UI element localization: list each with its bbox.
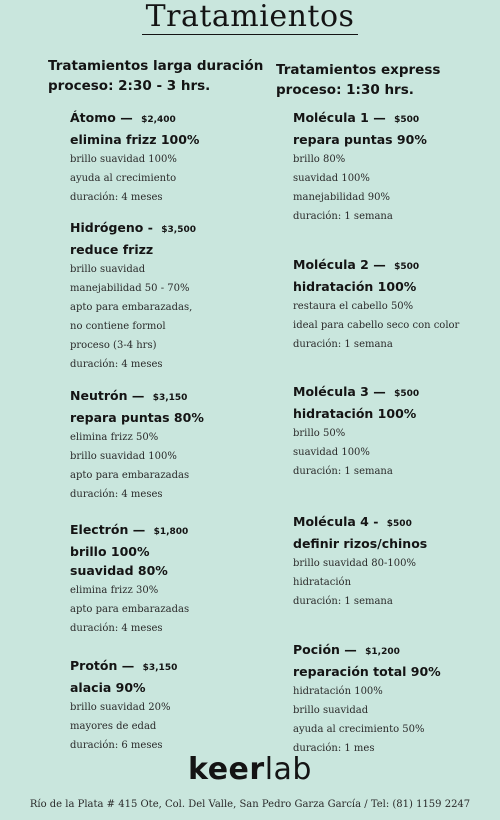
page-title-text: Tratamientos — [142, 0, 359, 35]
treatment-name: Molécula 3 — [293, 384, 369, 399]
treatment-detail: no contiene formol — [70, 321, 166, 332]
treatment-detail: elimina frizz 30% — [70, 585, 159, 596]
brand-logo — [0, 752, 500, 788]
left-treatment-3 — [70, 386, 204, 504]
treatment-name-line — [70, 108, 199, 130]
treatment-benefit: repara puntas 80% — [70, 410, 204, 425]
treatment-detail: duración: 4 meses — [70, 489, 163, 500]
treatment-details — [293, 554, 427, 611]
treatment-detail: apto para embarazadas, — [70, 302, 193, 313]
treatment-price: $500 — [394, 115, 420, 125]
logo-bold-text: keer — [188, 752, 265, 787]
right-treatment-5 — [293, 640, 441, 758]
treatment-name-line — [293, 108, 427, 130]
treatment-detail: ayuda al crecimiento 50% — [293, 724, 425, 735]
treatment-detail: duración: 4 meses — [70, 359, 163, 370]
treatment-name: Protón — [70, 658, 118, 673]
treatment-price: $3,150 — [152, 393, 188, 403]
long-duration-heading: Tratamientos larga duración proceso: 2:30 - 3 hrs. — [48, 58, 264, 94]
right-treatment-3 — [293, 382, 419, 481]
treatment-detail: duración: 1 semana — [293, 339, 393, 350]
treatment-benefit: hidratación 100% — [293, 279, 417, 294]
treatment-detail: brillo 80% — [293, 154, 346, 165]
treatment-benefit: hidratación 100% — [293, 406, 417, 421]
treatment-detail: brillo suavidad — [70, 264, 146, 275]
left-treatment-2 — [70, 218, 196, 374]
treatment-price: $1,200 — [365, 647, 400, 657]
treatment-benefit: definir rizos/chinos — [293, 536, 428, 551]
treatment-details — [293, 150, 427, 226]
treatment-detail: elimina frizz 50% — [70, 432, 159, 443]
left-treatment-5 — [70, 656, 177, 755]
right-treatment-1 — [293, 108, 427, 226]
treatment-details — [293, 297, 459, 354]
treatment-detail: brillo suavidad — [293, 705, 369, 716]
treatment-detail: manejabilidad 50 - 70% — [70, 283, 190, 294]
treatment-name: Átomo — [70, 110, 116, 125]
name-price-separator: - — [143, 220, 158, 235]
treatment-price: $3,150 — [142, 663, 178, 673]
treatment-benefit: repara puntas 90% — [293, 132, 427, 147]
treatment-name: Molécula 4 — [293, 514, 369, 529]
treatment-name-line — [293, 255, 459, 277]
treatment-detail: suavidad 100% — [293, 173, 370, 184]
treatment-name-line — [70, 218, 196, 240]
treatment-price: $500 — [394, 262, 420, 272]
treatment-details — [293, 682, 441, 758]
treatment-detail: proceso (3-4 hrs) — [70, 340, 157, 351]
treatment-detail: brillo suavidad 20% — [70, 702, 171, 713]
name-price-separator: — — [115, 110, 138, 125]
treatment-benefit: elimina frizz 100% — [70, 132, 200, 147]
treatment-detail: hidratación 100% — [293, 686, 383, 697]
treatment-detail: apto para embarazadas — [70, 604, 190, 615]
treatment-name-line — [293, 640, 441, 662]
name-price-separator: — — [128, 522, 150, 537]
name-price-separator: — — [368, 384, 391, 399]
treatment-detail: brillo suavidad 80-100% — [293, 558, 416, 569]
treatment-detail: duración: 4 meses — [70, 192, 163, 203]
treatment-detail: duración: 1 mes — [293, 743, 375, 754]
treatment-name: Hidrógeno — [70, 220, 144, 235]
page-title — [0, 0, 500, 35]
treatment-name: Molécula 2 — [293, 257, 369, 272]
treatment-detail: duración: 6 meses — [70, 740, 163, 751]
treatment-price: $2,400 — [141, 115, 176, 125]
treatment-name-line — [70, 386, 204, 408]
treatment-detail: duración: 1 semana — [293, 596, 393, 607]
treatment-benefit: brillo 100% suavidad 80% — [70, 544, 168, 578]
address-footer: Río de la Plata # 415 Ote, Col. Del Valle, San Pedro Garza García / Tel: (81) 1159 2247 — [29, 799, 471, 810]
treatment-detail: ideal para cabello seco con color — [293, 320, 460, 331]
treatment-name-line — [293, 512, 427, 534]
left-treatment-4 — [70, 520, 189, 638]
treatment-details — [70, 581, 189, 638]
express-heading: Tratamientos express proceso: 1:30 hrs. — [276, 62, 441, 98]
treatment-price: $3,500 — [161, 225, 196, 235]
name-price-separator: — — [339, 642, 362, 657]
treatment-details — [70, 698, 177, 755]
treatment-detail: duración: 1 semana — [293, 211, 393, 222]
treatment-detail: duración: 1 semana — [293, 466, 393, 477]
treatment-detail: hidratación — [293, 577, 352, 588]
treatment-detail: restaura el cabello 50% — [293, 301, 414, 312]
name-price-separator: — — [368, 110, 391, 125]
treatment-detail: manejabilidad 90% — [293, 192, 391, 203]
treatment-name: Neutrón — [70, 388, 128, 403]
treatment-details — [70, 428, 204, 504]
treatment-details — [293, 424, 419, 481]
logo-light-text: lab — [264, 752, 312, 787]
treatment-benefit: reduce frizz — [70, 242, 154, 257]
treatment-name: Poción — [293, 642, 340, 657]
right-treatment-4 — [293, 512, 427, 611]
name-price-separator: - — [368, 514, 383, 529]
treatment-name-line — [293, 382, 419, 404]
right-treatment-2 — [293, 255, 459, 354]
treatment-name: Electrón — [70, 522, 129, 537]
treatment-price: $500 — [394, 389, 420, 399]
treatment-name-line — [70, 520, 189, 542]
treatment-name-line — [70, 656, 177, 678]
treatment-details — [70, 260, 196, 374]
treatment-detail: apto para embarazadas — [70, 470, 190, 481]
treatment-name: Molécula 1 — [293, 110, 369, 125]
treatment-detail: suavidad 100% — [293, 447, 370, 458]
name-price-separator: — — [117, 658, 139, 673]
treatment-detail: brillo 50% — [293, 428, 346, 439]
treatment-details — [70, 150, 199, 207]
name-price-separator: — — [368, 257, 391, 272]
left-treatment-1 — [70, 108, 199, 207]
treatment-benefit: reparación total 90% — [293, 664, 441, 679]
treatment-detail: brillo suavidad 100% — [70, 154, 177, 165]
treatment-detail: brillo suavidad 100% — [70, 451, 177, 462]
treatment-detail: mayores de edad — [70, 721, 157, 732]
treatment-detail: duración: 4 meses — [70, 623, 163, 634]
treatment-detail: ayuda al crecimiento — [70, 173, 177, 184]
treatment-benefit: alacia 90% — [70, 680, 146, 695]
name-price-separator: — — [127, 388, 149, 403]
treatment-price: $500 — [386, 519, 412, 529]
treatment-price: $1,800 — [153, 527, 189, 537]
